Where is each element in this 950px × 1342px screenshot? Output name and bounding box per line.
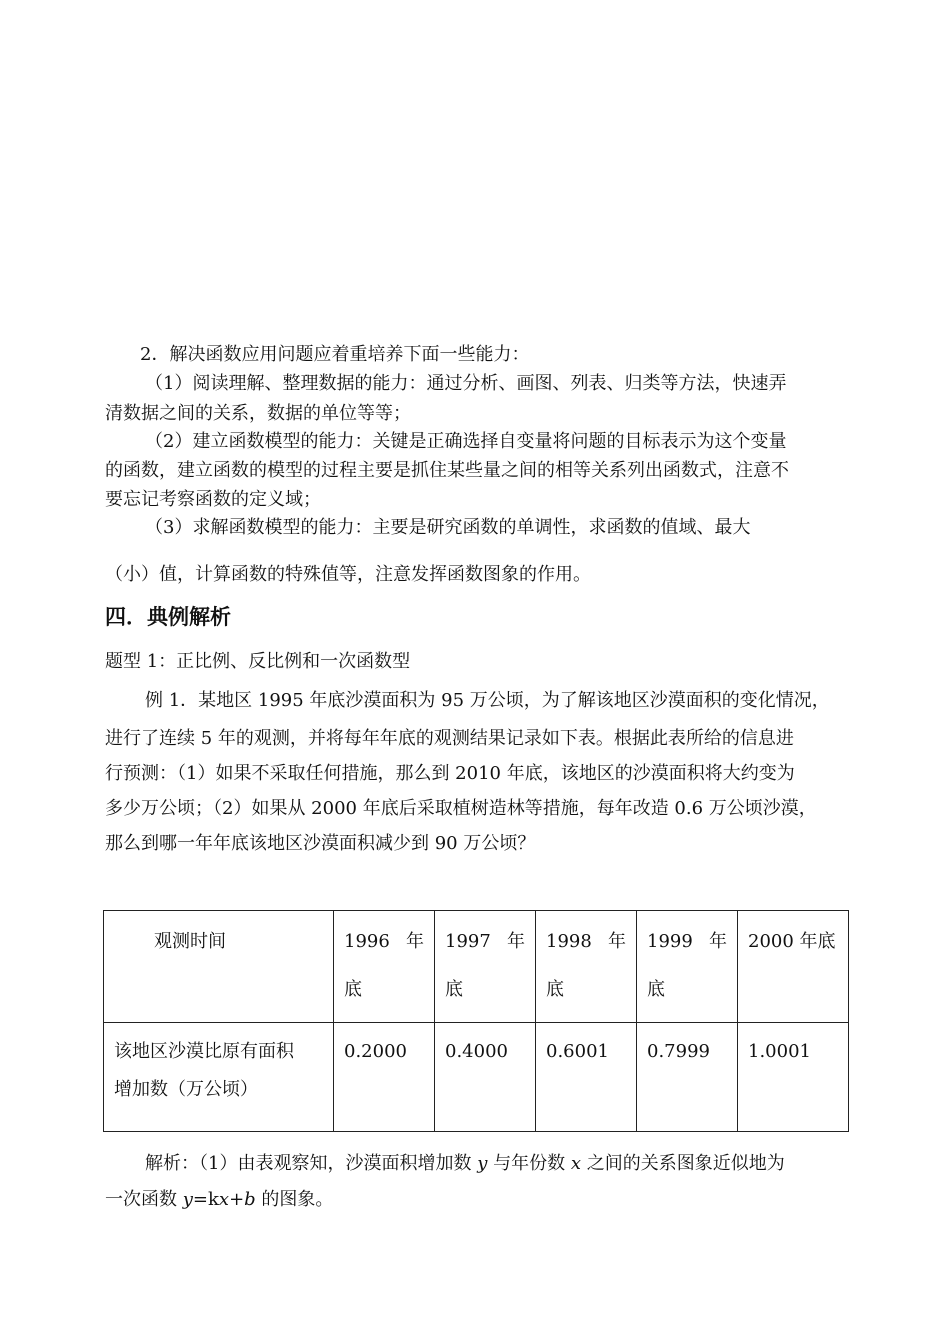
table-value: 0.4000 bbox=[445, 1041, 508, 1062]
table-header-row bbox=[104, 911, 849, 1023]
table-header-label: 观测时间 bbox=[154, 931, 226, 952]
question-type-label: 题型 1：正比例、反比例和一次函数型 bbox=[105, 651, 411, 672]
variable-x: x bbox=[570, 1153, 581, 1174]
table-year-cell bbox=[435, 911, 536, 1023]
formula-x: x bbox=[218, 1189, 230, 1210]
year-unit: 年 bbox=[608, 931, 626, 952]
item1-line-b: 清数据之间的关系，数据的单位等等； bbox=[105, 403, 411, 424]
year-number: 1998 bbox=[546, 931, 592, 952]
table-value-cell bbox=[536, 1023, 637, 1132]
item2-line-a: （2）建立函数模型的能力：关键是正确选择自变量将问题的目标表示为这个变量 bbox=[145, 431, 787, 452]
row-label-line-b: 增加数（万公顷） bbox=[114, 1079, 258, 1100]
row-label-line-a: 该地区沙漠比原有面积 bbox=[114, 1041, 294, 1062]
section2-intro: 2．解决函数应用问题应着重培养下面一些能力： bbox=[140, 344, 530, 365]
table-year-cell bbox=[536, 911, 637, 1023]
table-year-cell bbox=[637, 911, 738, 1023]
analysis-text: 与年份数 bbox=[487, 1153, 571, 1174]
table-data-row bbox=[104, 1023, 849, 1132]
section-heading: 四．典例解析 bbox=[105, 605, 231, 629]
year-suffix: 底 bbox=[344, 979, 362, 1000]
analysis-text: 之间的关系图象近似地为 bbox=[580, 1153, 785, 1174]
example-line-1: 例 1．某地区 1995 年底沙漠面积为 95 万公顷，为了解该地区沙漠面积的变化情况， bbox=[145, 690, 830, 711]
variable-y: y bbox=[477, 1153, 488, 1174]
year-number: 1999 bbox=[647, 931, 693, 952]
year-suffix: 底 bbox=[546, 979, 564, 1000]
table-header-label-cell bbox=[104, 911, 334, 1023]
example-line-2: 进行了连续 5 年的观测，并将每年年底的观测结果记录如下表。根据此表所给的信息进 bbox=[105, 728, 794, 749]
item2-line-b: 的函数，建立函数的模型的过程主要是抓住某些量之间的相等关系列出函数式，注意不 bbox=[105, 460, 789, 481]
year-suffix: 底 bbox=[647, 979, 665, 1000]
example-line-5: 那么到哪一年年底该地区沙漠面积减少到 90 万公顷？ bbox=[105, 833, 536, 854]
analysis-line-1 bbox=[145, 1152, 785, 1176]
table-year-cell-last bbox=[738, 911, 849, 1023]
analysis-text: 一次函数 bbox=[105, 1189, 183, 1210]
table-value-cell bbox=[637, 1023, 738, 1132]
analysis-line-2 bbox=[105, 1188, 333, 1212]
analysis-text: 解析：（1）由表观察知，沙漠面积增加数 bbox=[145, 1153, 478, 1174]
formula-b: b bbox=[244, 1189, 256, 1210]
item1-line-a: （1）阅读理解、整理数据的能力：通过分析、画图、列表、归类等方法，快速弄 bbox=[145, 373, 787, 394]
formula-plus: + bbox=[229, 1189, 245, 1210]
observation-table bbox=[103, 910, 849, 1132]
year-unit: 年 bbox=[709, 931, 727, 952]
year-suffix: 底 bbox=[445, 979, 463, 1000]
year-label-last: 2000 年底 bbox=[748, 931, 836, 952]
table-year-cell bbox=[334, 911, 435, 1023]
example-line-4: 多少万公顷；（2）如果从 2000 年底后采取植树造林等措施，每年改造 0.6 万公顷沙漠， bbox=[105, 798, 817, 819]
table-value: 0.7999 bbox=[647, 1041, 710, 1062]
year-number: 1997 bbox=[445, 931, 491, 952]
item2-line-c: 要忘记考察函数的定义域； bbox=[105, 489, 321, 510]
year-number: 1996 bbox=[344, 931, 390, 952]
table-row-label-cell bbox=[104, 1023, 334, 1132]
item3-line-a: （3）求解函数模型的能力：主要是研究函数的单调性，求函数的值域、最大 bbox=[145, 517, 751, 538]
table-value: 1.0001 bbox=[748, 1041, 811, 1062]
year-unit: 年 bbox=[507, 931, 525, 952]
item3-line-b: （小）值，计算函数的特殊值等，注意发挥函数图象的作用。 bbox=[105, 564, 591, 585]
table-value-cell bbox=[334, 1023, 435, 1132]
table-value: 0.6001 bbox=[546, 1041, 609, 1062]
table-value: 0.2000 bbox=[344, 1041, 407, 1062]
analysis-text: 的图象。 bbox=[255, 1189, 334, 1210]
formula-y: y bbox=[182, 1189, 193, 1210]
year-unit: 年 bbox=[406, 931, 424, 952]
table-value-cell bbox=[435, 1023, 536, 1132]
example-line-3: 行预测：（1）如果不采取任何措施，那么到 2010 年底，该地区的沙漠面积将大约变为 bbox=[105, 763, 795, 784]
formula-eq: =k bbox=[192, 1189, 219, 1210]
table-value-cell bbox=[738, 1023, 849, 1132]
